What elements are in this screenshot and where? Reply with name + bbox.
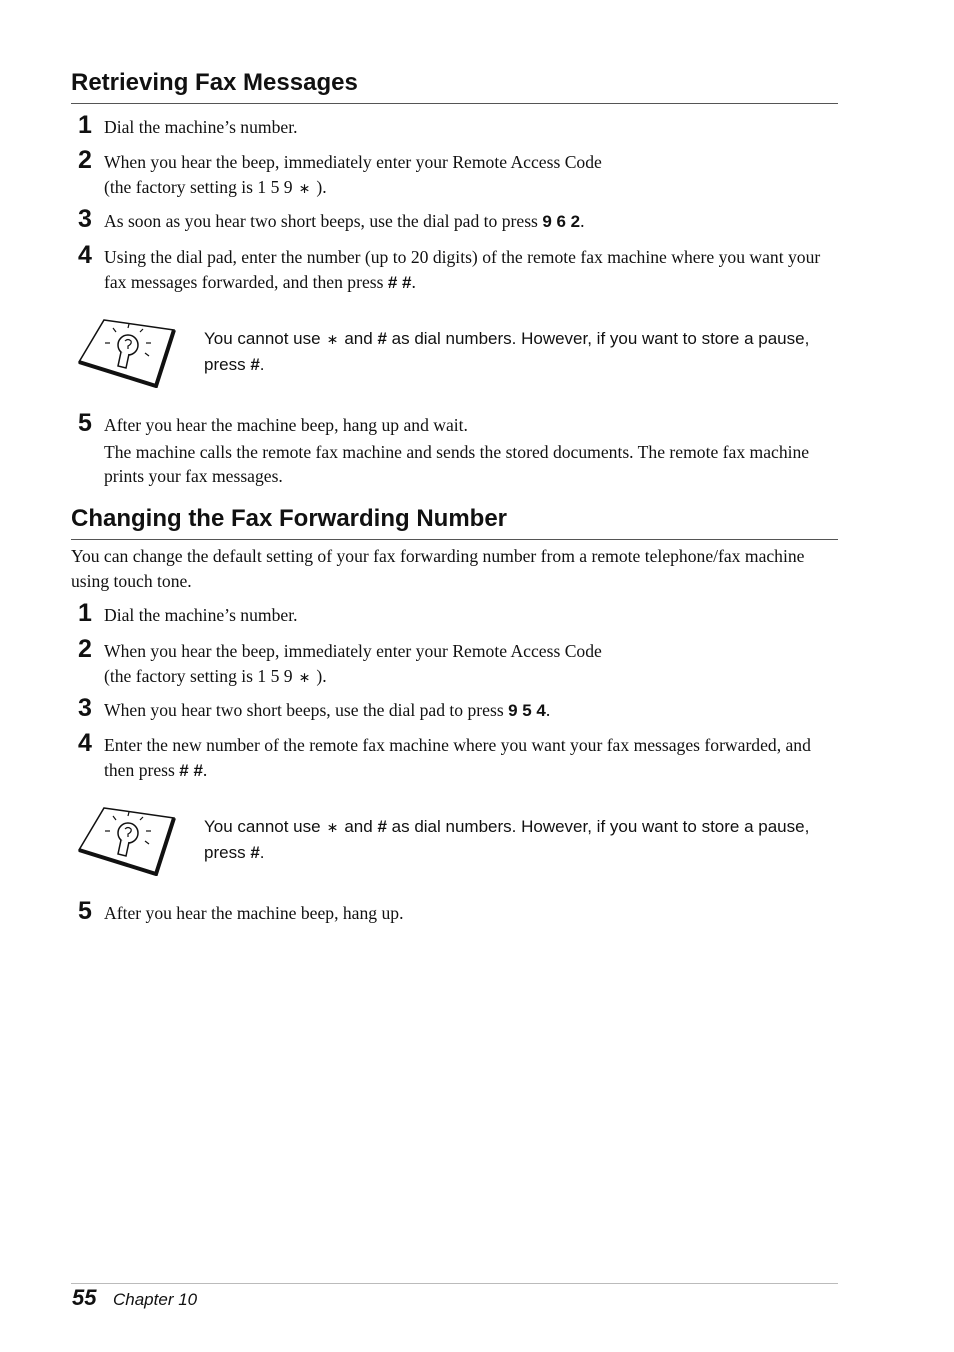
step-paragraph: The machine calls the remote fax machine and sends the stored documents. The remote fax machine prints your fax messages.	[104, 441, 810, 486]
lightbulb-tip-icon	[74, 316, 178, 388]
step-line-end: .	[411, 271, 416, 292]
step-line: When you hear the beep, immediately enter your Remote Access Code	[104, 641, 602, 661]
step-line: When you hear the beep, immediately enter your Remote Access Code	[104, 152, 602, 172]
step-text	[104, 413, 844, 489]
step-number: 2	[78, 635, 92, 663]
note-end: .	[259, 354, 265, 374]
step-line: (the factory setting is 1 5 9	[104, 665, 293, 686]
hash-key: #	[377, 329, 387, 348]
star-key-glyph: ∗	[326, 332, 339, 348]
key-sequence: 9 5 4	[508, 701, 546, 720]
section-rule	[71, 539, 838, 540]
step-number: 3	[78, 694, 92, 722]
note-text: You cannot use	[204, 817, 321, 836]
step-line-end: ).	[316, 665, 327, 686]
step-number: 5	[78, 409, 92, 437]
step-line: (the factory setting is 1 5 9	[104, 176, 293, 197]
key-sequence: # #	[179, 760, 203, 780]
step-number: 2	[78, 146, 92, 174]
section-rule	[71, 103, 838, 104]
step-number: 5	[78, 897, 92, 925]
step-line-end: .	[202, 759, 208, 780]
page-number: 55	[72, 1285, 97, 1310]
step-text	[104, 733, 844, 783]
section-title-retrieving: Retrieving Fax Messages	[71, 69, 358, 96]
note-text: as dial numbers. However, if you want to store a pause, press	[204, 817, 810, 862]
step-number: 1	[78, 599, 92, 627]
note-text: and	[344, 817, 373, 836]
section-title-changing: Changing the Fax Forwarding Number	[71, 505, 508, 532]
step-line-end: .	[545, 700, 551, 720]
step-number: 3	[78, 205, 92, 233]
key-sequence: # #	[387, 272, 412, 292]
step-line-end: ).	[316, 176, 327, 197]
key-sequence: 9 6 2	[542, 212, 581, 231]
tip-note	[204, 815, 844, 865]
chapter-label: Chapter 10	[113, 1290, 198, 1309]
step-text	[104, 150, 844, 201]
step-text: After you hear the machine beep, hang up.	[104, 903, 404, 923]
step-text: Dial the machine’s number.	[104, 117, 298, 137]
star-key-glyph: ∗	[326, 820, 339, 836]
note-text: as dial numbers. However, if you want to store a pause, press	[204, 329, 810, 374]
step-text	[104, 639, 844, 690]
note-text: You cannot use	[204, 329, 321, 348]
note-text: and	[344, 329, 373, 348]
tip-note	[204, 327, 844, 377]
step-text: Dial the machine’s number.	[104, 605, 298, 625]
note-end: .	[259, 842, 265, 862]
step-line-end: .	[580, 211, 585, 231]
footer-rule	[71, 1283, 838, 1284]
step-line: After you hear the machine beep, hang up and wait.	[104, 415, 468, 435]
step-text	[104, 209, 844, 235]
step-line: When you hear two short beeps, use the dial pad to press	[104, 700, 504, 720]
step-number: 1	[78, 111, 92, 139]
step-number: 4	[78, 729, 92, 757]
step-line: Using the dial pad, enter the number (up to 20 digits) of the remote fax machine where you want your fax messages forwarded, and then press	[104, 247, 821, 292]
star-key-glyph: ∗	[298, 180, 311, 197]
step-line: As soon as you hear two short beeps, use the dial pad to press	[104, 211, 538, 231]
star-key-glyph: ∗	[298, 669, 311, 686]
lightbulb-tip-icon	[74, 804, 178, 876]
hash-key: #	[250, 842, 260, 862]
hash-key: #	[250, 354, 260, 374]
step-text	[104, 698, 844, 724]
hash-key: #	[377, 817, 387, 836]
section-intro: You can change the default setting of your fax forwarding number from a remote telephone/fax machine using touch tone.	[71, 546, 805, 591]
step-text	[104, 245, 844, 295]
step-line: Enter the new number of the remote fax machine where you want your fax messages forwarded, and then press	[104, 735, 811, 780]
step-number: 4	[78, 241, 92, 269]
